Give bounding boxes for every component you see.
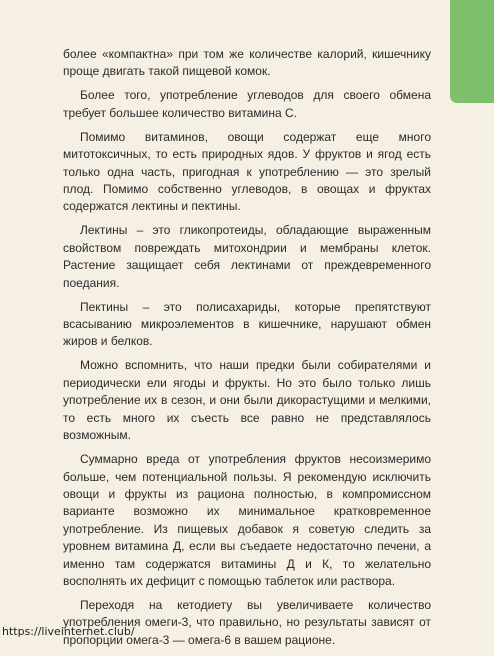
paragraph-8: Переходя на кетодиету вы увеличиваете количество употребления омеги-3, что правильно, но результаты зависят от пропорции омега-3 — омега-6 в вашем рационе.	[63, 597, 431, 647]
page-text	[63, 46, 431, 656]
paragraph-7: Суммарно вреда от употребления фруктов несоизмеримо больше, чем потенциальной пользы. Я рекомендую исключить овощи и фрукты из рациона полностью, в компромиссном варианте возможно их минимальное кратковременное употребление. Из пищевых добавок я советую следить за уровнем витамина Д, если вы съедаете недостаточно печени, а именно там содержатся витамины Д и К, то желательно восполнять их дефицит с помощью таблеток или раствора.	[63, 452, 431, 588]
paragraph-4: Лектины – это гликопротеиды, обладающие выраженным свойством повреждать митохондрии и мембраны клеток. Растение защищает себя лектинами от преждевременного поедания.	[63, 223, 431, 290]
chapter-tab	[450, 0, 494, 103]
paragraph-2: Более того, употребление углеводов для своего обмена требует большее количество витамина С.	[63, 88, 431, 120]
paragraph-6: Можно вспомнить, что наши предки были собирателями и периодически ели ягоды и фрукты. Но это было только лишь употребление их в сезон, и они были дикорастущими и мелкими, то есть много их съесть все равно не представлялось возможным.	[63, 358, 431, 443]
source-url[interactable]: https://liveinternet.club/	[2, 625, 135, 638]
paragraph-1: более «компактна» при том же количестве калорий, кишечнику проще двигать такой пищевой комок.	[63, 47, 431, 79]
paragraph-3: Помимо витаминов, овощи содержат еще много митотоксичных, то есть природных ядов. У фруктов и ягод есть только одна часть, пригодная к употреблению — это зрелый плод. Помимо собственно углеводов, в овощах и фруктах содержатся лектины и пектины.	[63, 129, 431, 214]
paragraph-5: Пектины – это полисахариды, которые препятствуют всасыванию микроэлементов в кишечнике, нарушают обмен жиров и белков.	[63, 299, 431, 349]
